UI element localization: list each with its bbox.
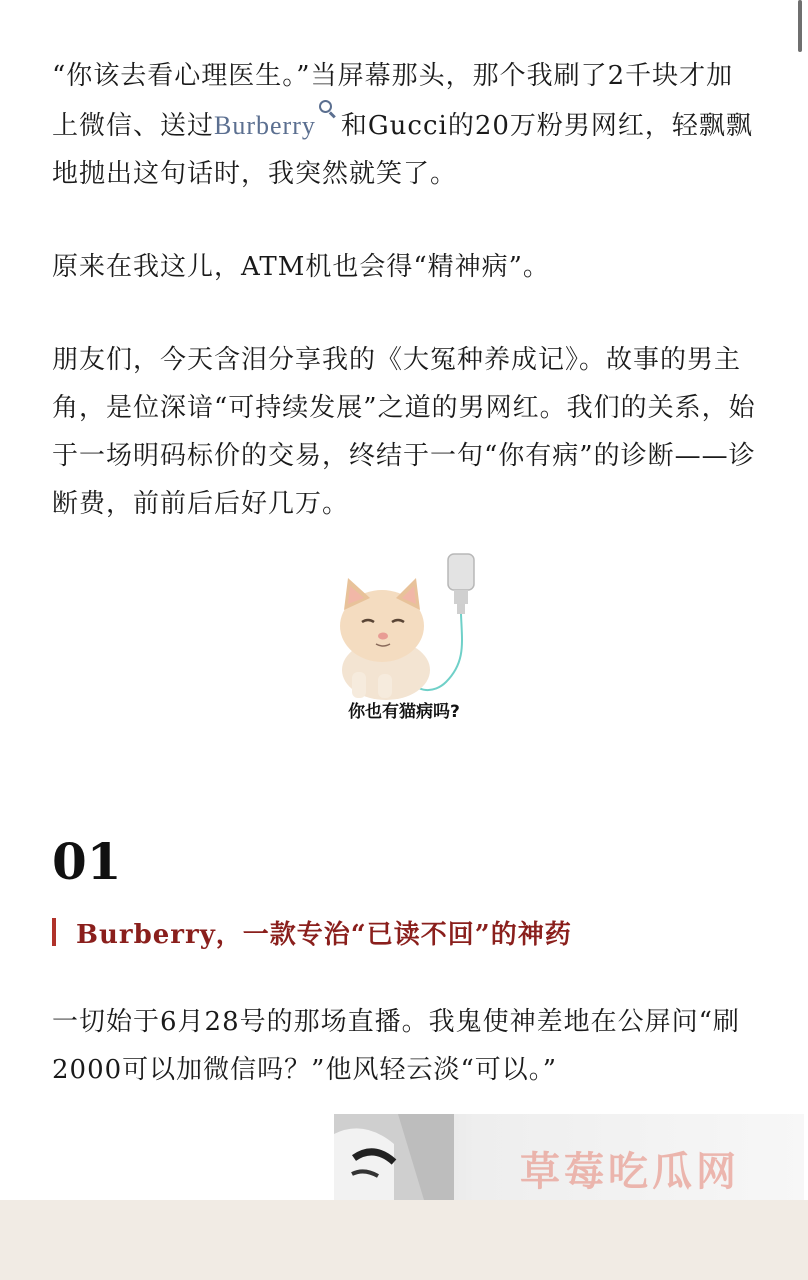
paragraph-story: 朋友们，今天含泪分享我的《大冤种养成记》。故事的男主角，是位深谙“可持续发展”之道的男网红。我们的关系，始于一场明码标价的交易，终结于一句“你有病”的诊断——诊断费，前前后后好几万。 (52, 345, 756, 519)
face-closeup-illustration (334, 1114, 454, 1200)
search-icon[interactable] (319, 100, 335, 120)
paragraph-intro (52, 52, 758, 198)
meme-image-partial (334, 1114, 804, 1200)
article-body (52, 52, 758, 573)
cat-meme-image (316, 552, 492, 728)
bottom-bar (0, 1200, 808, 1280)
paragraph-intro-text-2: 和Gucci的20万粉男网红，轻飘飘地抛出这句话时，我突然就笑了。 (52, 111, 753, 189)
section-number: 01 (52, 832, 122, 891)
section-heading (52, 912, 572, 952)
paragraph-atm: 原来在我这儿，ATM机也会得“精神病”。 (52, 252, 550, 282)
site-watermark: 草莓吃瓜网 (520, 1149, 740, 1195)
paragraph-livestream: 一切始于6月28号的那场直播。我鬼使神差地在公屏问“刷2000可以加微信吗？”他风轻云淡“可以。” (52, 1007, 740, 1085)
scrollbar[interactable] (798, 0, 802, 52)
section-heading-text: Burberry，一款专治“已读不回”的神药 (76, 919, 572, 950)
heading-accent-bar (52, 918, 56, 946)
burberry-link[interactable]: Burberry (214, 111, 316, 140)
cat-meme-caption: 你也有猫病吗? (348, 702, 460, 722)
paragraph-intro-text-1: “你该去看心理医生。”当屏幕那头，那个我刷了2千块才加上微信、送过 (52, 61, 734, 141)
